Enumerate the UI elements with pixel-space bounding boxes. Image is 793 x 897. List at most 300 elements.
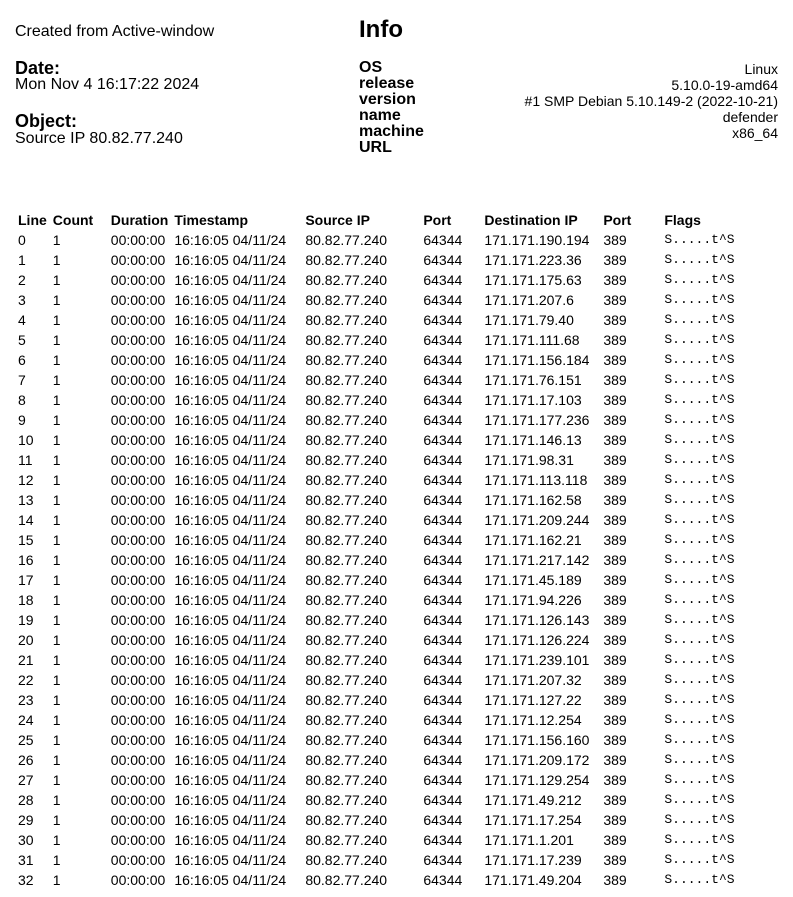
cell-count: 1 <box>52 832 61 848</box>
table-header-row <box>15 210 757 230</box>
cell-source-port: 64344 <box>423 672 463 688</box>
table-row <box>15 410 757 430</box>
cell-destination-ip: 171.171.190.194 <box>484 232 590 248</box>
cell-line: 19 <box>18 612 34 628</box>
cell-count: 1 <box>52 732 61 748</box>
col-source-ip-header: Source IP <box>305 212 370 228</box>
cell-timestamp: 16:16:05 04/11/24 <box>174 852 287 868</box>
cell-destination-port: 389 <box>603 292 627 308</box>
cell-destination-port: 389 <box>603 732 627 748</box>
cell-timestamp: 16:16:05 04/11/24 <box>174 772 287 788</box>
info-value-release: 5.10.0-19-amd64 <box>671 77 778 93</box>
cell-duration: 00:00:00 <box>110 652 166 668</box>
cell-destination-ip: 171.171.126.224 <box>484 632 590 648</box>
cell-destination-port: 389 <box>603 432 627 448</box>
cell-line: 11 <box>18 452 33 468</box>
cell-source-ip: 80.82.77.240 <box>305 652 388 668</box>
cell-duration: 00:00:00 <box>110 252 166 268</box>
table-row <box>15 430 757 450</box>
cell-count: 1 <box>52 432 61 448</box>
cell-timestamp: 16:16:05 04/11/24 <box>174 252 287 268</box>
cell-destination-port: 389 <box>603 312 627 328</box>
cell-timestamp: 16:16:05 04/11/24 <box>174 632 287 648</box>
cell-source-port: 64344 <box>423 652 463 668</box>
cell-source-port: 64344 <box>423 712 463 728</box>
object-label: Object: <box>15 111 78 131</box>
cell-duration: 00:00:00 <box>110 452 166 468</box>
cell-duration: 00:00:00 <box>110 332 166 348</box>
cell-destination-port: 389 <box>603 452 627 468</box>
cell-destination-port: 389 <box>603 532 627 548</box>
cell-line: 1 <box>18 252 26 268</box>
cell-source-port: 64344 <box>423 312 463 328</box>
cell-source-ip: 80.82.77.240 <box>305 632 388 648</box>
object-value: Source IP 80.82.77.240 <box>15 130 183 147</box>
cell-source-port: 64344 <box>423 412 463 428</box>
cell-destination-ip: 171.171.49.212 <box>484 792 582 808</box>
cell-count: 1 <box>52 872 61 888</box>
cell-duration: 00:00:00 <box>110 832 166 848</box>
cell-source-ip: 80.82.77.240 <box>305 812 388 828</box>
cell-destination-ip: 171.171.113.118 <box>484 472 588 488</box>
cell-flags: S.....t^S <box>664 732 735 747</box>
cell-destination-port: 389 <box>603 392 627 408</box>
cell-source-port: 64344 <box>423 872 463 888</box>
col-flags-header: Flags <box>664 212 701 228</box>
cell-duration: 00:00:00 <box>110 372 166 388</box>
cell-line: 25 <box>18 732 34 748</box>
date-label: Date: <box>15 58 61 78</box>
cell-count: 1 <box>52 692 61 708</box>
cell-source-port: 64344 <box>423 372 463 388</box>
cell-destination-ip: 171.171.1.201 <box>484 832 574 848</box>
connection-table <box>15 210 757 890</box>
cell-flags: S.....t^S <box>664 812 735 827</box>
cell-flags: S.....t^S <box>664 852 735 867</box>
cell-duration: 00:00:00 <box>110 232 166 248</box>
cell-destination-port: 389 <box>603 572 627 588</box>
info-value-name: defender <box>722 109 778 125</box>
col-duration-header: Duration <box>110 212 169 228</box>
cell-destination-ip: 171.171.129.254 <box>484 772 590 788</box>
cell-source-ip: 80.82.77.240 <box>305 512 388 528</box>
cell-source-port: 64344 <box>423 592 463 608</box>
table-row <box>15 450 757 470</box>
cell-destination-port: 389 <box>603 492 627 508</box>
table-row <box>15 550 757 570</box>
table-row <box>15 390 757 410</box>
cell-count: 1 <box>52 812 61 828</box>
cell-destination-ip: 171.171.17.103 <box>484 392 582 408</box>
info-key-machine: machine <box>359 123 424 140</box>
cell-flags: S.....t^S <box>664 272 735 287</box>
cell-source-port: 64344 <box>423 612 463 628</box>
cell-timestamp: 16:16:05 04/11/24 <box>174 492 287 508</box>
info-value-version: #1 SMP Debian 5.10.149-2 (2022-10-21) <box>524 93 778 109</box>
cell-count: 1 <box>52 612 61 628</box>
cell-duration: 00:00:00 <box>110 852 166 868</box>
cell-line: 23 <box>18 692 34 708</box>
cell-source-ip: 80.82.77.240 <box>305 852 388 868</box>
cell-destination-port: 389 <box>603 872 627 888</box>
cell-flags: S.....t^S <box>664 512 735 527</box>
cell-timestamp: 16:16:05 04/11/24 <box>174 832 287 848</box>
cell-duration: 00:00:00 <box>110 352 166 368</box>
cell-line: 10 <box>18 432 34 448</box>
cell-duration: 00:00:00 <box>110 532 166 548</box>
cell-line: 17 <box>18 572 34 588</box>
table-row <box>15 350 757 370</box>
cell-line: 8 <box>18 392 26 408</box>
cell-timestamp: 16:16:05 04/11/24 <box>174 472 287 488</box>
cell-source-ip: 80.82.77.240 <box>305 772 388 788</box>
table-row <box>15 250 757 270</box>
cell-source-port: 64344 <box>423 292 463 308</box>
cell-flags: S.....t^S <box>664 692 735 707</box>
cell-source-port: 64344 <box>423 532 463 548</box>
cell-duration: 00:00:00 <box>110 712 166 728</box>
info-key-os: OS <box>359 59 383 76</box>
cell-duration: 00:00:00 <box>110 672 166 688</box>
cell-flags: S.....t^S <box>664 352 735 367</box>
cell-source-ip: 80.82.77.240 <box>305 392 388 408</box>
cell-destination-port: 389 <box>603 652 627 668</box>
table-body <box>15 230 757 890</box>
cell-destination-ip: 171.171.175.63 <box>484 272 582 288</box>
cell-count: 1 <box>52 392 61 408</box>
cell-timestamp: 16:16:05 04/11/24 <box>174 392 287 408</box>
cell-count: 1 <box>52 412 61 428</box>
cell-destination-port: 389 <box>603 792 627 808</box>
table-row <box>15 710 757 730</box>
cell-destination-ip: 171.171.209.172 <box>484 752 590 768</box>
table-row <box>15 290 757 310</box>
table-row <box>15 810 757 830</box>
cell-duration: 00:00:00 <box>110 592 166 608</box>
cell-duration: 00:00:00 <box>110 752 166 768</box>
table-row <box>15 370 757 390</box>
cell-count: 1 <box>52 592 61 608</box>
cell-source-ip: 80.82.77.240 <box>305 692 388 708</box>
cell-flags: S.....t^S <box>664 632 735 647</box>
cell-timestamp: 16:16:05 04/11/24 <box>174 792 287 808</box>
cell-duration: 00:00:00 <box>110 472 166 488</box>
cell-timestamp: 16:16:05 04/11/24 <box>174 452 287 468</box>
cell-line: 30 <box>18 832 34 848</box>
cell-line: 32 <box>18 872 34 888</box>
cell-source-port: 64344 <box>423 572 463 588</box>
cell-source-port: 64344 <box>423 832 463 848</box>
cell-destination-ip: 171.171.12.254 <box>484 712 582 728</box>
cell-duration: 00:00:00 <box>110 412 166 428</box>
cell-duration: 00:00:00 <box>110 572 166 588</box>
cell-timestamp: 16:16:05 04/11/24 <box>174 432 287 448</box>
table-row <box>15 830 757 850</box>
col-destination-port-header: Port <box>603 212 632 228</box>
cell-duration: 00:00:00 <box>110 512 166 528</box>
cell-destination-ip: 171.171.239.101 <box>484 652 590 668</box>
cell-line: 15 <box>18 532 34 548</box>
cell-flags: S.....t^S <box>664 832 735 847</box>
cell-source-ip: 80.82.77.240 <box>305 312 388 328</box>
cell-destination-port: 389 <box>603 412 627 428</box>
cell-line: 26 <box>18 752 34 768</box>
cell-timestamp: 16:16:05 04/11/24 <box>174 292 287 308</box>
cell-flags: S.....t^S <box>664 872 735 887</box>
cell-destination-port: 389 <box>603 252 627 268</box>
cell-line: 21 <box>18 652 34 668</box>
cell-timestamp: 16:16:05 04/11/24 <box>174 232 287 248</box>
cell-line: 20 <box>18 632 34 648</box>
col-line-header: Line <box>18 212 47 228</box>
table-row <box>15 610 757 630</box>
cell-source-ip: 80.82.77.240 <box>305 252 388 268</box>
cell-timestamp: 16:16:05 04/11/24 <box>174 612 287 628</box>
cell-timestamp: 16:16:05 04/11/24 <box>174 692 287 708</box>
cell-flags: S.....t^S <box>664 492 735 507</box>
cell-destination-port: 389 <box>603 752 627 768</box>
cell-timestamp: 16:16:05 04/11/24 <box>174 352 287 368</box>
table-row <box>15 670 757 690</box>
cell-destination-ip: 171.171.207.32 <box>484 672 582 688</box>
cell-flags: S.....t^S <box>664 752 735 767</box>
cell-duration: 00:00:00 <box>110 612 166 628</box>
cell-destination-ip: 171.171.98.31 <box>484 452 574 468</box>
cell-duration: 00:00:00 <box>110 312 166 328</box>
cell-flags: S.....t^S <box>664 232 735 247</box>
col-timestamp-header: Timestamp <box>174 212 249 228</box>
cell-duration: 00:00:00 <box>110 732 166 748</box>
info-key-release: release <box>359 75 415 92</box>
table-row <box>15 650 757 670</box>
col-source-port-header: Port <box>423 212 452 228</box>
col-destination-ip-header: Destination IP <box>484 212 578 228</box>
info-value-os: Linux <box>744 61 778 77</box>
cell-destination-ip: 171.171.76.151 <box>484 372 582 388</box>
cell-source-ip: 80.82.77.240 <box>305 592 388 608</box>
cell-duration: 00:00:00 <box>110 292 166 308</box>
cell-line: 2 <box>18 272 26 288</box>
info-key-name: name <box>359 107 401 124</box>
created-from-text: Created from Active-window <box>15 23 215 40</box>
info-value-url <box>525 141 778 157</box>
cell-line: 7 <box>18 372 26 388</box>
cell-destination-port: 389 <box>603 232 627 248</box>
cell-source-ip: 80.82.77.240 <box>305 712 388 728</box>
cell-flags: S.....t^S <box>664 592 735 607</box>
cell-count: 1 <box>52 792 61 808</box>
cell-timestamp: 16:16:05 04/11/24 <box>174 712 287 728</box>
info-value-machine: x86_64 <box>732 125 778 141</box>
cell-count: 1 <box>52 312 61 328</box>
cell-flags: S.....t^S <box>664 452 735 467</box>
cell-source-ip: 80.82.77.240 <box>305 432 388 448</box>
cell-source-ip: 80.82.77.240 <box>305 832 388 848</box>
cell-count: 1 <box>52 752 61 768</box>
cell-count: 1 <box>52 452 61 468</box>
cell-source-ip: 80.82.77.240 <box>305 292 388 308</box>
cell-timestamp: 16:16:05 04/11/24 <box>174 532 287 548</box>
cell-destination-port: 389 <box>603 612 627 628</box>
cell-duration: 00:00:00 <box>110 392 166 408</box>
cell-destination-port: 389 <box>603 592 627 608</box>
cell-duration: 00:00:00 <box>110 552 166 568</box>
cell-destination-ip: 171.171.162.58 <box>484 492 582 508</box>
cell-count: 1 <box>52 332 61 348</box>
cell-source-port: 64344 <box>423 692 463 708</box>
cell-count: 1 <box>52 712 61 728</box>
cell-flags: S.....t^S <box>664 572 735 587</box>
cell-source-port: 64344 <box>423 852 463 868</box>
cell-timestamp: 16:16:05 04/11/24 <box>174 312 287 328</box>
cell-timestamp: 16:16:05 04/11/24 <box>174 752 287 768</box>
cell-count: 1 <box>52 472 61 488</box>
cell-destination-ip: 171.171.209.244 <box>484 512 590 528</box>
cell-line: 27 <box>18 772 34 788</box>
info-title: Info <box>359 16 403 43</box>
info-key-url: URL <box>359 139 392 156</box>
cell-source-port: 64344 <box>423 772 463 788</box>
cell-count: 1 <box>52 272 61 288</box>
cell-count: 1 <box>52 772 61 788</box>
cell-timestamp: 16:16:05 04/11/24 <box>174 272 287 288</box>
cell-destination-ip: 171.171.45.189 <box>484 572 582 588</box>
cell-destination-ip: 171.171.79.40 <box>484 312 574 328</box>
cell-source-port: 64344 <box>423 232 463 248</box>
cell-source-port: 64344 <box>423 792 463 808</box>
info-keys <box>359 60 424 156</box>
cell-count: 1 <box>52 572 61 588</box>
cell-destination-ip: 171.171.126.143 <box>484 612 590 628</box>
cell-flags: S.....t^S <box>664 772 735 787</box>
cell-destination-ip: 171.171.156.160 <box>484 732 590 748</box>
cell-duration: 00:00:00 <box>110 492 166 508</box>
cell-line: 31 <box>18 852 34 868</box>
cell-source-ip: 80.82.77.240 <box>305 752 388 768</box>
cell-source-port: 64344 <box>423 752 463 768</box>
cell-destination-ip: 171.171.177.236 <box>484 412 590 428</box>
cell-destination-port: 389 <box>603 852 627 868</box>
cell-source-port: 64344 <box>423 732 463 748</box>
cell-destination-port: 389 <box>603 472 627 488</box>
cell-destination-ip: 171.171.111.68 <box>484 332 580 348</box>
cell-destination-port: 389 <box>603 692 627 708</box>
cell-destination-ip: 171.171.94.226 <box>484 592 582 608</box>
cell-count: 1 <box>52 552 61 568</box>
table-row <box>15 770 757 790</box>
cell-duration: 00:00:00 <box>110 692 166 708</box>
cell-destination-port: 389 <box>603 332 627 348</box>
cell-count: 1 <box>52 372 61 388</box>
cell-destination-ip: 171.171.156.184 <box>484 352 590 368</box>
cell-flags: S.....t^S <box>664 532 735 547</box>
cell-source-ip: 80.82.77.240 <box>305 412 388 428</box>
cell-source-port: 64344 <box>423 432 463 448</box>
cell-timestamp: 16:16:05 04/11/24 <box>174 872 287 888</box>
cell-line: 22 <box>18 672 34 688</box>
cell-destination-port: 389 <box>603 372 627 388</box>
cell-destination-port: 389 <box>603 712 627 728</box>
cell-source-ip: 80.82.77.240 <box>305 352 388 368</box>
cell-flags: S.....t^S <box>664 552 735 567</box>
cell-destination-ip: 171.171.217.142 <box>484 552 590 568</box>
table-row <box>15 690 757 710</box>
cell-source-ip: 80.82.77.240 <box>305 872 388 888</box>
cell-source-port: 64344 <box>423 472 463 488</box>
cell-destination-port: 389 <box>603 832 627 848</box>
cell-line: 5 <box>18 332 26 348</box>
cell-destination-ip: 171.171.146.13 <box>484 432 582 448</box>
cell-destination-ip: 171.171.207.6 <box>484 292 574 308</box>
cell-line: 0 <box>18 232 26 248</box>
table-row <box>15 570 757 590</box>
cell-destination-port: 389 <box>603 772 627 788</box>
cell-duration: 00:00:00 <box>110 432 166 448</box>
table-row <box>15 270 757 290</box>
cell-source-ip: 80.82.77.240 <box>305 792 388 808</box>
cell-timestamp: 16:16:05 04/11/24 <box>174 512 287 528</box>
cell-line: 13 <box>18 492 34 508</box>
cell-destination-port: 389 <box>603 672 627 688</box>
cell-count: 1 <box>52 652 61 668</box>
cell-count: 1 <box>52 852 61 868</box>
cell-timestamp: 16:16:05 04/11/24 <box>174 412 287 428</box>
cell-source-ip: 80.82.77.240 <box>305 572 388 588</box>
table-row <box>15 310 757 330</box>
cell-count: 1 <box>52 492 61 508</box>
cell-count: 1 <box>52 352 61 368</box>
cell-flags: S.....t^S <box>664 432 735 447</box>
date-value: Mon Nov 4 16:17:22 2024 <box>15 76 200 93</box>
table-row <box>15 590 757 610</box>
table-row <box>15 750 757 770</box>
cell-line: 4 <box>18 312 26 328</box>
cell-line: 9 <box>18 412 26 428</box>
cell-timestamp: 16:16:05 04/11/24 <box>174 372 287 388</box>
cell-destination-port: 389 <box>603 812 627 828</box>
table-row <box>15 530 757 550</box>
table-row <box>15 790 757 810</box>
table-row <box>15 470 757 490</box>
cell-flags: S.....t^S <box>664 252 735 267</box>
cell-flags: S.....t^S <box>664 332 735 347</box>
cell-timestamp: 16:16:05 04/11/24 <box>174 652 287 668</box>
cell-source-port: 64344 <box>423 332 463 348</box>
table-row <box>15 230 757 250</box>
cell-destination-ip: 171.171.162.21 <box>484 532 582 548</box>
cell-line: 29 <box>18 812 34 828</box>
cell-timestamp: 16:16:05 04/11/24 <box>174 812 287 828</box>
cell-count: 1 <box>52 532 61 548</box>
cell-flags: S.....t^S <box>664 792 735 807</box>
cell-line: 16 <box>18 552 34 568</box>
cell-duration: 00:00:00 <box>110 632 166 648</box>
cell-source-ip: 80.82.77.240 <box>305 372 388 388</box>
cell-source-ip: 80.82.77.240 <box>305 612 388 628</box>
cell-count: 1 <box>52 512 61 528</box>
cell-flags: S.....t^S <box>664 472 735 487</box>
cell-source-port: 64344 <box>423 452 463 468</box>
cell-flags: S.....t^S <box>664 312 735 327</box>
info-values <box>525 61 778 157</box>
cell-destination-port: 389 <box>603 512 627 528</box>
col-count-header: Count <box>52 212 94 228</box>
cell-source-port: 64344 <box>423 552 463 568</box>
cell-duration: 00:00:00 <box>110 872 166 888</box>
cell-duration: 00:00:00 <box>110 792 166 808</box>
cell-count: 1 <box>52 632 61 648</box>
cell-line: 12 <box>18 472 34 488</box>
